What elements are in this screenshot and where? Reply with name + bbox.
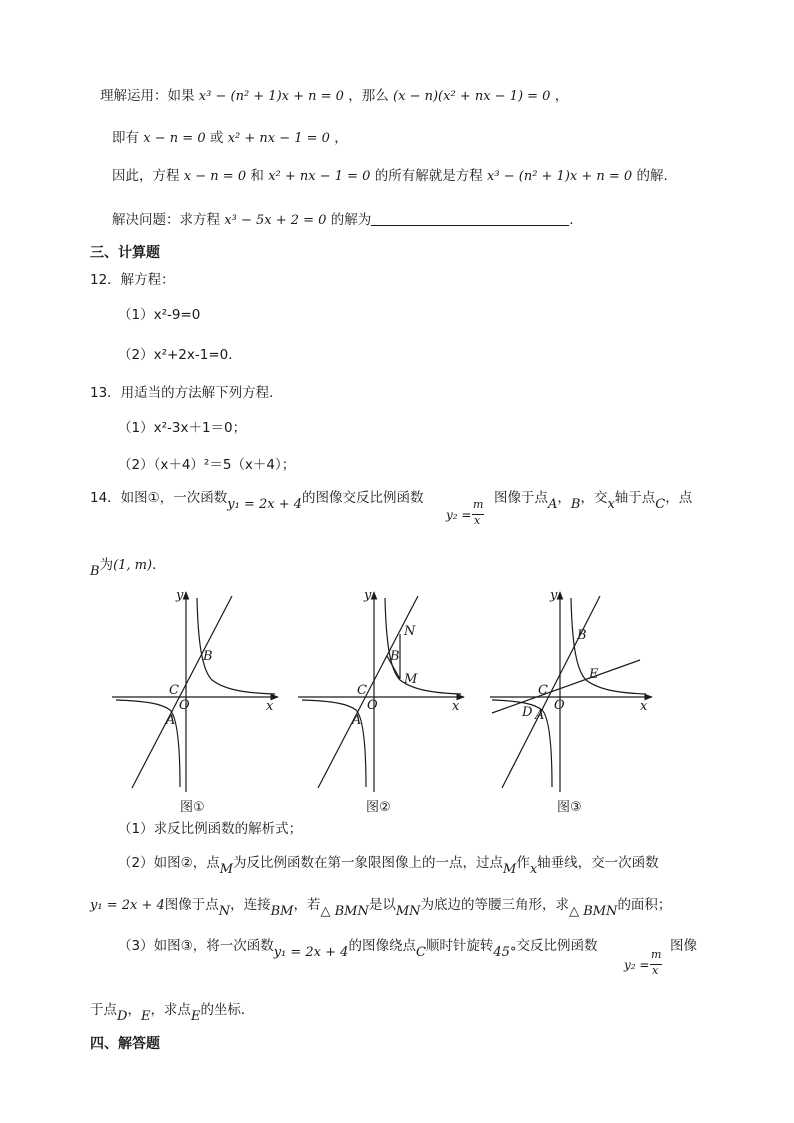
intro-line-2 bbox=[112, 128, 348, 149]
label-O: O bbox=[179, 698, 190, 713]
q14-text: ， bbox=[557, 490, 571, 506]
linear-function-line bbox=[132, 596, 232, 788]
intro-line-3 bbox=[112, 166, 668, 187]
equation: y₁ = 2x + 4 bbox=[90, 898, 165, 913]
equation: x² + nx − 1 = 0 bbox=[227, 131, 330, 146]
q12-part-2: （2）x²+2x-1=0． bbox=[118, 347, 242, 363]
q14-text: ，求点 bbox=[150, 1002, 191, 1018]
point-label: D bbox=[117, 1009, 128, 1024]
point-label: B bbox=[570, 497, 581, 512]
point-label: A bbox=[548, 497, 558, 512]
q14-stem-line-1b bbox=[494, 488, 692, 515]
angle-value: 45° bbox=[493, 945, 517, 960]
label-y: y bbox=[176, 588, 184, 603]
q14-text: ，交 bbox=[580, 490, 608, 506]
q14-text: 为底边的等腰三角形，求 bbox=[420, 897, 570, 913]
triangle-label: △ BMN bbox=[569, 904, 618, 919]
figure-2-caption: 图② bbox=[366, 800, 391, 815]
label-B: B bbox=[390, 649, 400, 664]
intro-text: ， bbox=[554, 88, 569, 104]
q12-stem: 12．解方程： bbox=[90, 272, 175, 288]
point-label: M bbox=[503, 862, 517, 877]
equation: x² + nx − 1 = 0 bbox=[268, 169, 371, 184]
q14-text: ，若 bbox=[293, 897, 321, 913]
label-A: A bbox=[535, 708, 545, 723]
intro-text: 理解运用：如果 bbox=[100, 88, 195, 104]
q14-text: 作 bbox=[516, 855, 530, 871]
label-B: B bbox=[577, 628, 587, 643]
label-O: O bbox=[367, 698, 378, 713]
point-label: E bbox=[190, 1009, 201, 1024]
q14-text: 图像于点 bbox=[164, 897, 219, 913]
q14-text: 轴于点 bbox=[614, 490, 656, 506]
label-x: x bbox=[640, 699, 648, 714]
q14-text: 的图像交反比例函数 bbox=[302, 490, 424, 506]
q14-part-2-line-1 bbox=[118, 853, 659, 880]
fraction-y2 bbox=[446, 498, 484, 527]
hyperbola-q1 bbox=[385, 598, 461, 694]
q14-text: 14．如图①，一次函数 bbox=[90, 490, 228, 506]
figures-svg bbox=[100, 582, 690, 794]
fraction-numerator: m bbox=[651, 948, 662, 961]
label-D: D bbox=[522, 705, 533, 720]
point-label: C bbox=[415, 945, 426, 960]
equation: (x − n)(x² + nx − 1) = 0 bbox=[393, 89, 551, 104]
q14-text: 顺时针旋转 bbox=[425, 938, 494, 954]
q14-text: （3）如图③，将一次函数 bbox=[118, 938, 274, 954]
point-label: M bbox=[219, 862, 234, 877]
point-label: E bbox=[140, 1009, 151, 1024]
fraction-y2-part3 bbox=[624, 948, 662, 977]
intro-text: 因此，方程 bbox=[112, 168, 180, 184]
q14-text: （2）如图②，点 bbox=[118, 855, 220, 871]
intro-text: ， bbox=[334, 130, 348, 146]
equation: x³ − (n² + 1)x + n = 0 bbox=[198, 89, 344, 104]
label-N: N bbox=[404, 624, 416, 639]
label-x: x bbox=[452, 699, 460, 714]
q14-stem-line-1 bbox=[90, 488, 424, 515]
label-y: y bbox=[364, 588, 372, 603]
q13-stem: 13．用适当的方法解下列方程． bbox=[90, 385, 283, 401]
fraction-denominator: x bbox=[474, 514, 481, 527]
q14-part-3-line-1 bbox=[118, 936, 597, 963]
linear-function-line bbox=[318, 596, 418, 788]
intro-text: . bbox=[569, 212, 574, 228]
label-M: M bbox=[404, 672, 418, 687]
q13-part-2: （2）（x＋4）²＝5（x＋4）； bbox=[118, 457, 296, 473]
intro-text: 即有 bbox=[112, 130, 139, 146]
label-C: C bbox=[357, 683, 367, 698]
coordinate: (1, m) bbox=[113, 558, 153, 573]
label-E: E bbox=[589, 667, 599, 682]
segment-label: BM bbox=[270, 904, 294, 919]
q14-part-2-line-2 bbox=[90, 895, 671, 922]
label-A: A bbox=[352, 713, 362, 728]
point-label: C bbox=[655, 497, 666, 512]
fraction-denominator: x bbox=[652, 964, 659, 977]
figure-3-caption: 图③ bbox=[557, 800, 582, 815]
equation: x³ − (n² + 1)x + n = 0 bbox=[487, 169, 633, 184]
intro-text: 或 bbox=[209, 130, 224, 146]
fraction-lhs: y₂ = bbox=[624, 958, 650, 972]
axis-label: x bbox=[529, 862, 538, 877]
q14-stem-line-2 bbox=[90, 555, 166, 582]
q14-text: 为 bbox=[99, 557, 114, 573]
q14-text: ， bbox=[127, 1002, 141, 1018]
q14-part-1: （1）求反比例函数的解析式； bbox=[118, 821, 303, 837]
intro-text: 的解为 bbox=[330, 212, 372, 228]
q14-text: 交反比例函数 bbox=[516, 938, 598, 954]
q14-text: 于点 bbox=[90, 1002, 117, 1018]
intro-line-1 bbox=[100, 86, 568, 107]
q14-text: ，连接 bbox=[230, 897, 271, 913]
point-label: N bbox=[218, 904, 231, 919]
rotated-line bbox=[492, 660, 640, 713]
hyperbola-q1 bbox=[571, 598, 646, 694]
section-heading: 四、解答题 bbox=[90, 1036, 160, 1052]
equation: x − n = 0 bbox=[143, 131, 206, 146]
q14-text: ． bbox=[152, 557, 166, 573]
label-O: O bbox=[554, 698, 565, 713]
q14-text: 的图像绕点 bbox=[348, 938, 416, 954]
q14-text: 的坐标． bbox=[200, 1002, 255, 1018]
hyperbola-q1 bbox=[197, 598, 275, 694]
intro-text: 的解. bbox=[636, 168, 668, 184]
q14-text: ，点 bbox=[665, 490, 693, 506]
equation: y₁ = 2x + 4 bbox=[273, 945, 349, 960]
section-heading: 三、计算题 bbox=[90, 245, 160, 261]
q14-part-3-line-1-end: 图像 bbox=[670, 938, 697, 954]
q14-text: 为反比例函数在第一象限图像上的一点，过点 bbox=[233, 855, 504, 871]
intro-text: 解决问题：求方程 bbox=[112, 212, 220, 228]
q14-part-3-line-2 bbox=[90, 1000, 254, 1027]
label-y: y bbox=[550, 588, 558, 603]
equation: y₁ = 2x + 4 bbox=[227, 497, 303, 512]
q14-text: 图像于点 bbox=[494, 490, 548, 506]
figure-1-caption: 图① bbox=[180, 800, 205, 815]
fraction-numerator: m bbox=[473, 498, 484, 511]
q14-text: 是以 bbox=[368, 897, 396, 913]
intro-text: 和 bbox=[250, 168, 264, 184]
q14-text: 的面积； bbox=[617, 897, 672, 913]
q14-text: 轴垂线，交一次函数 bbox=[537, 855, 659, 871]
intro-text: 的所有解就是方程 bbox=[374, 168, 483, 184]
label-A: A bbox=[166, 713, 176, 728]
intro-text: ，那么 bbox=[348, 88, 389, 104]
figure-1 bbox=[112, 588, 278, 792]
label-x: x bbox=[266, 699, 274, 714]
axis-label: x bbox=[607, 497, 615, 512]
equation: x³ − 5x + 2 = 0 bbox=[224, 213, 327, 228]
q13-part-1: （1）x²-3x＋1＝0； bbox=[118, 420, 247, 436]
answer-blank[interactable] bbox=[371, 211, 569, 226]
segment-label: MN bbox=[395, 904, 421, 919]
intro-line-4 bbox=[112, 210, 574, 231]
label-B: B bbox=[203, 649, 213, 664]
triangle-label: △ BMN bbox=[320, 904, 369, 919]
point-label: B bbox=[90, 564, 100, 579]
fraction-lhs: y₂ = bbox=[446, 508, 472, 522]
label-C: C bbox=[169, 683, 179, 698]
label-C: C bbox=[538, 683, 548, 698]
figure-2 bbox=[298, 588, 464, 792]
q12-part-1: （1）x²-9=0 bbox=[118, 307, 201, 323]
figure-3 bbox=[490, 588, 652, 792]
equation: x − n = 0 bbox=[183, 169, 247, 184]
